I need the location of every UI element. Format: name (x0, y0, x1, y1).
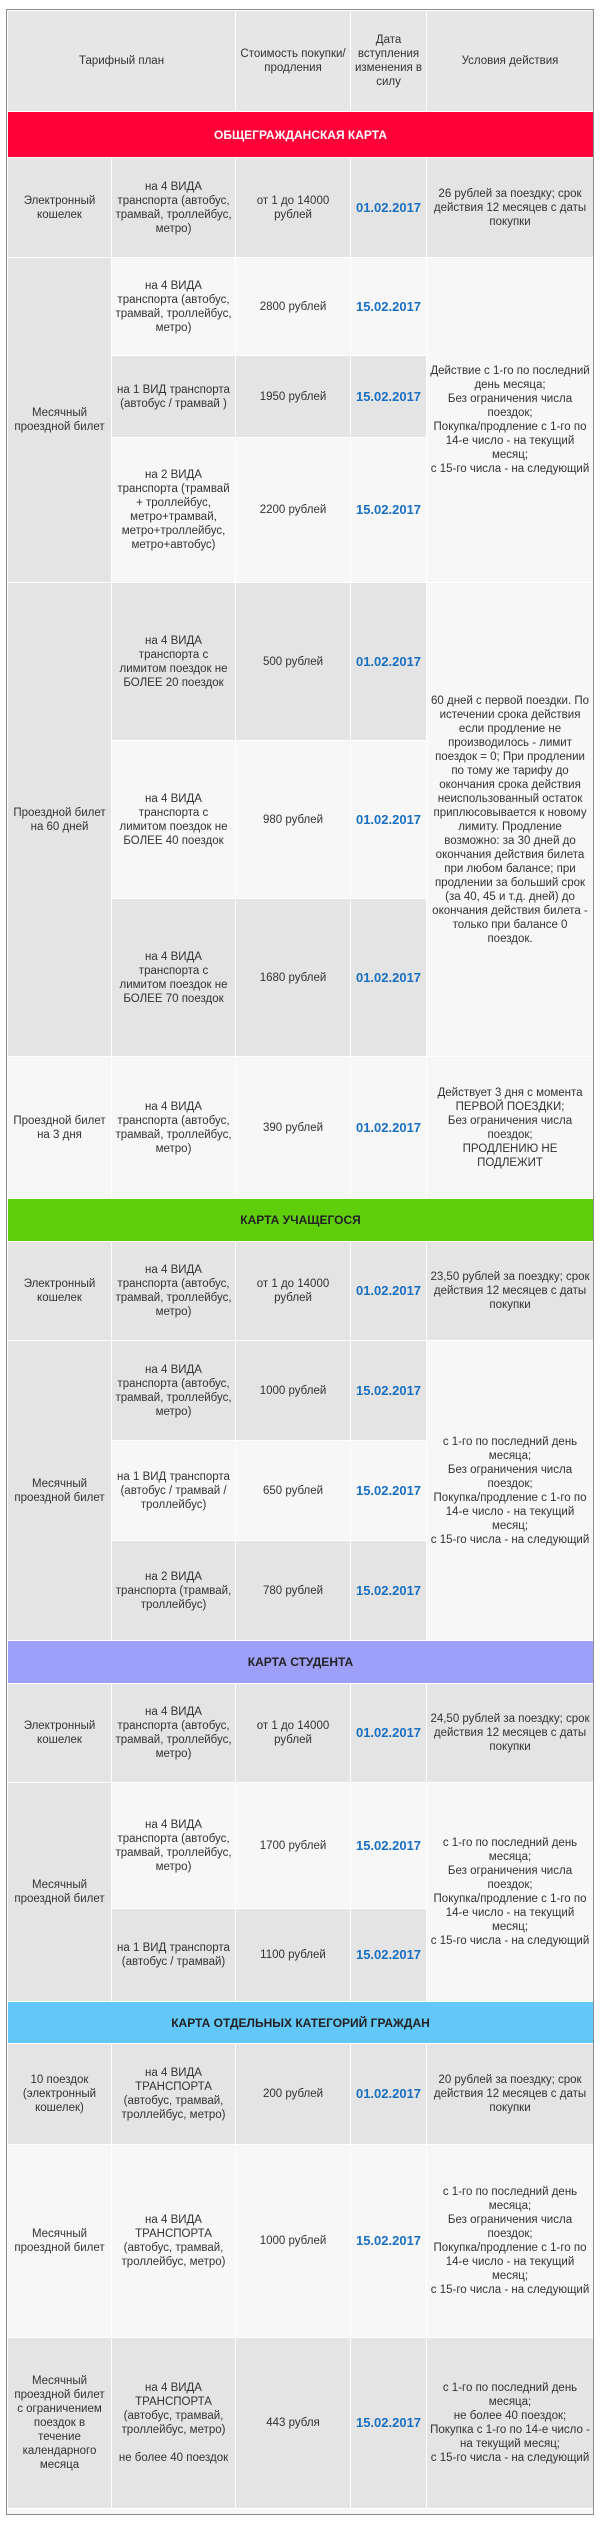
price-cell: 1680 рублей (236, 899, 351, 1057)
header-plan: Тарифный план (8, 11, 236, 112)
table-row (8, 1057, 594, 1199)
header-price: Стоимость покупки/продления (236, 11, 351, 112)
price-cell: 200 рублей (236, 2044, 351, 2145)
transport-cell: на 4 ВИДА транспорта (автобус, трамвай, троллейбус, метро) (112, 1057, 236, 1199)
plan-cell: Электронный кошелек (8, 1684, 112, 1783)
table-row (8, 1684, 594, 1783)
plan-cell: Месячный проездной билет (8, 2145, 112, 2338)
transport-cell: на 4 ВИДА транспорта (автобус, трамвай, троллейбус, метро) (112, 1783, 236, 1909)
date-cell: 15.02.2017 (351, 1541, 427, 1641)
header-row (8, 11, 594, 112)
date-cell: 15.02.2017 (351, 2338, 427, 2509)
price-cell: от 1 до 14000 рублей (236, 1242, 351, 1341)
plan-cell: 10 поездок (электронный кошелек) (8, 2044, 112, 2145)
transport-cell: на 4 ВИДА ТРАНСПОРТА (автобус, трамвай, троллейбус, метро) (112, 2044, 236, 2145)
transport-cell: на 4 ВИДА транспорта (автобус, трамвай, троллейбус, метро) (112, 1242, 236, 1341)
plan-cell: Месячный проездной билет (8, 258, 112, 583)
header-conditions: Условия действия (427, 11, 594, 112)
conditions-cell: 23,50 рублей за поездку; срок действия 12 месяцев с даты покупки (427, 1242, 594, 1341)
plan-cell: Проездной билет на 3 дня (8, 1057, 112, 1199)
transport-cell: на 4 ВИДА транспорта (автобус, трамвай, троллейбус, метро) (112, 158, 236, 258)
section-pupil-title: КАРТА УЧАЩЕГОСЯ (8, 1199, 594, 1242)
tariff-table-frame (6, 9, 594, 2515)
conditions-cell: с 1-го по последний день месяца; Без ограничения числа поездок; Покупка/продление с 1-го по 14-е число - на текущий месяц; с 15-го числа - на следующий (427, 2145, 594, 2338)
table-row (8, 1341, 594, 1441)
plan-cell: Проездной билет на 60 дней (8, 583, 112, 1057)
date-cell: 01.02.2017 (351, 1684, 427, 1783)
table-row (8, 2145, 594, 2338)
transport-cell: на 2 ВИДА транспорта (трамвай + троллейбус, метро+трамвай, метро+троллейбус, метро+автобус) (112, 438, 236, 583)
plan-cell: Месячный проездной билет (8, 1341, 112, 1641)
price-cell: от 1 до 14000 рублей (236, 1684, 351, 1783)
price-cell: 390 рублей (236, 1057, 351, 1199)
plan-cell: Месячный проездной билет (8, 1783, 112, 2002)
price-cell: от 1 до 14000 рублей (236, 158, 351, 258)
transport-cell: на 2 ВИДА транспорта (трамвай, троллейбус) (112, 1541, 236, 1641)
section-general-title: ОБЩЕГРАЖДАНСКАЯ КАРТА (8, 112, 594, 158)
conditions-cell: с 1-го по последний день месяца; не более 40 поездок; Покупка с 1-го по 14-е число - на текущий месяц; с 15-го числа - на следующий (427, 2338, 594, 2509)
price-cell: 2800 рублей (236, 258, 351, 356)
conditions-cell: 20 рублей за поездку; срок действия 12 месяцев с даты покупки (427, 2044, 594, 2145)
table-row (8, 158, 594, 258)
transport-cell: на 4 ВИДА транспорта (автобус, трамвай, троллейбус, метро) (112, 258, 236, 356)
price-cell: 500 рублей (236, 583, 351, 741)
conditions-cell: 24,50 рублей за поездку; срок действия 12 месяцев с даты покупки (427, 1684, 594, 1783)
section-categories-title: КАРТА ОТДЕЛЬНЫХ КАТЕГОРИЙ ГРАЖДАН (8, 2002, 594, 2044)
conditions-cell: Действует 3 дня с момента ПЕРВОЙ ПОЕЗДКИ; Без ограничения числа поездок; ПРОДЛЕНИЮ НЕ ПОДЛЕЖИТ (427, 1057, 594, 1199)
table-row (8, 1783, 594, 1909)
date-cell: 15.02.2017 (351, 438, 427, 583)
price-cell: 2200 рублей (236, 438, 351, 583)
plan-cell: Электронный кошелек (8, 1242, 112, 1341)
section-student-title: КАРТА СТУДЕНТА (8, 1641, 594, 1684)
price-cell: 1950 рублей (236, 356, 351, 438)
conditions-cell: с 1-го по последний день месяца; Без ограничения числа поездок; Покупка/продление с 1-го по 14-е число - на текущий месяц; с 15-го числа - на следующий (427, 1341, 594, 1641)
price-cell: 1000 рублей (236, 2145, 351, 2338)
date-cell: 01.02.2017 (351, 158, 427, 258)
date-cell: 15.02.2017 (351, 1341, 427, 1441)
plan-cell: Месячный проездной билет с ограничением поездок в течение календарного месяца (8, 2338, 112, 2509)
date-cell: 15.02.2017 (351, 356, 427, 438)
section-student (8, 1641, 594, 1684)
price-cell: 780 рублей (236, 1541, 351, 1641)
transport-cell: на 4 ВИДА ТРАНСПОРТА (автобус, трамвай, троллейбус, метро) (112, 2145, 236, 2338)
transport-cell: на 4 ВИДА транспорта с лимитом поездок не БОЛЕЕ 40 поездок (112, 741, 236, 899)
date-cell: 01.02.2017 (351, 1242, 427, 1341)
date-cell: 15.02.2017 (351, 258, 427, 356)
date-cell: 01.02.2017 (351, 741, 427, 899)
transport-cell: на 1 ВИД транспорта (автобус / трамвай) (112, 1909, 236, 2002)
conditions-cell: с 1-го по последний день месяца; Без ограничения числа поездок; Покупка/продление с 1-го по 14-е число - на текущий месяц; с 15-го числа - на следующий (427, 1783, 594, 2002)
conditions-cell: Действие с 1-го по последний день месяца; Без ограничения числа поездок; Покупка/продление с 1-го по 14-е число - на текущий месяц; с 15-го числа - на следующий (427, 258, 594, 583)
header-date: Дата вступления изменения в силу (351, 11, 427, 112)
date-cell: 01.02.2017 (351, 899, 427, 1057)
date-cell: 15.02.2017 (351, 1783, 427, 1909)
transport-cell: на 1 ВИД транспорта (автобус / трамвай / троллейбус) (112, 1441, 236, 1541)
date-cell: 15.02.2017 (351, 1909, 427, 2002)
conditions-cell: 60 дней с первой поездки. По истечении срока действия если продление не производилось - лимит поездок = 0; При продлении по тому же тарифу до окончания срока действия неиспользованный остаток приплюсовывается к новому лимиту. Продление возможно: за 30 дней до окончания действия билета при любом балансе; при продлении за больший срок (за 40, 45 и т.д. дней) до окончания действия билета - только при балансе 0 поездок. (427, 583, 594, 1057)
plan-cell: Электронный кошелек (8, 158, 112, 258)
price-cell: 1100 рублей (236, 1909, 351, 2002)
conditions-cell: 26 рублей за поездку; срок действия 12 месяцев с даты покупки (427, 158, 594, 258)
transport-cell: на 4 ВИДА транспорта с лимитом поездок не БОЛЕЕ 70 поездок (112, 899, 236, 1057)
section-categories (8, 2002, 594, 2044)
table-row (8, 1242, 594, 1341)
table-row (8, 2044, 594, 2145)
price-cell: 650 рублей (236, 1441, 351, 1541)
date-cell: 15.02.2017 (351, 2145, 427, 2338)
price-cell: 1000 рублей (236, 1341, 351, 1441)
price-cell: 1700 рублей (236, 1783, 351, 1909)
tariff-table (7, 10, 594, 2509)
transport-cell: на 1 ВИД транспорта (автобус / трамвай ) (112, 356, 236, 438)
price-cell: 980 рублей (236, 741, 351, 899)
date-cell: 01.02.2017 (351, 2044, 427, 2145)
transport-cell: на 4 ВИДА ТРАНСПОРТА (автобус, трамвай, троллейбус, метро) не более 40 поездок (112, 2338, 236, 2509)
section-general (8, 112, 594, 158)
date-cell: 01.02.2017 (351, 1057, 427, 1199)
table-row (8, 2338, 594, 2509)
transport-cell: на 4 ВИДА транспорта (автобус, трамвай, троллейбус, метро) (112, 1684, 236, 1783)
date-cell: 01.02.2017 (351, 583, 427, 741)
section-pupil (8, 1199, 594, 1242)
table-row (8, 258, 594, 356)
price-cell: 443 рубля (236, 2338, 351, 2509)
table-row (8, 583, 594, 741)
date-cell: 15.02.2017 (351, 1441, 427, 1541)
transport-cell: на 4 ВИДА транспорта с лимитом поездок не БОЛЕЕ 20 поездок (112, 583, 236, 741)
transport-cell: на 4 ВИДА транспорта (автобус, трамвай, троллейбус, метро) (112, 1341, 236, 1441)
